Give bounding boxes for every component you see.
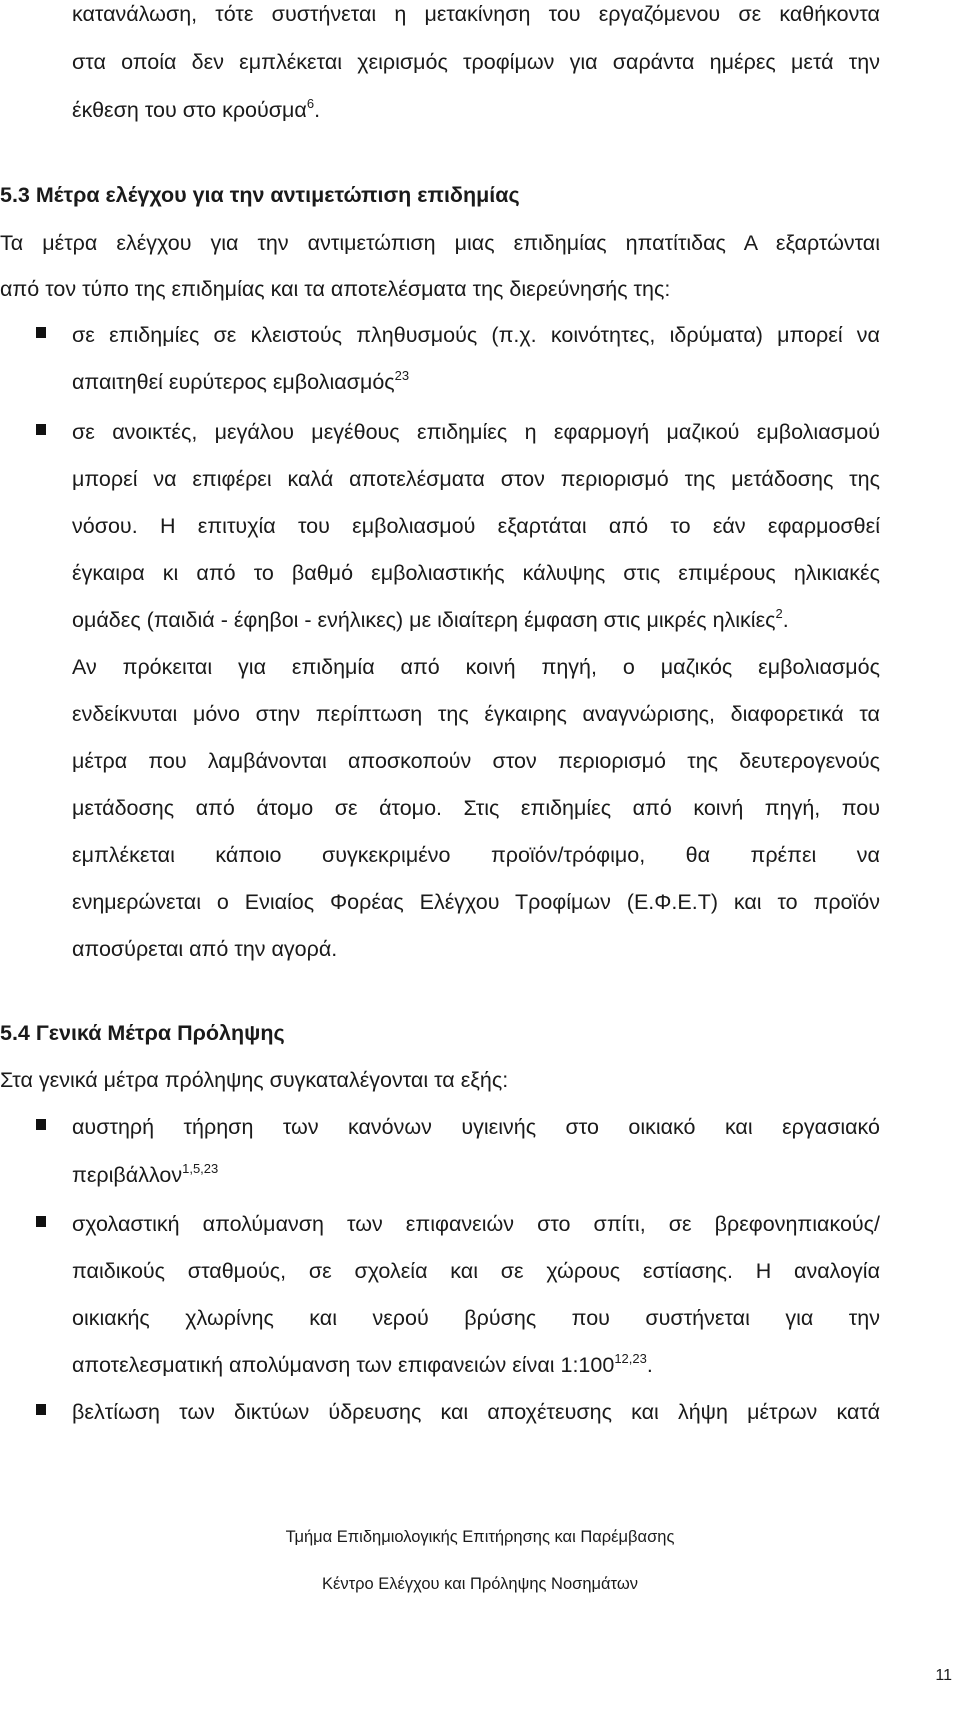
s54-bullet2-line-3: οικιακής χλωρίνης και νερού βρύσης που συστήνεται για την <box>72 1306 880 1330</box>
s53-bullet2-line-3: νόσου. Η επιτυχία του εμβολιασμού εξαρτάται από το εάν εφαρμοσθεί <box>72 514 880 538</box>
s53-bullet1-line-2 <box>72 368 409 396</box>
citation-sup: 23 <box>394 368 410 383</box>
s54-bullet1-line-2 <box>72 1161 218 1189</box>
page-number: 11 <box>935 1667 952 1684</box>
s53-bullet2-line-7: ενδείκνυται μόνο στην περίπτωση της έγκαιρης αναγνώρισης, διαφορετικά τα <box>72 702 880 726</box>
s54-bullet3-line-1: βελτίωση των δικτύων ύδρευσης και αποχέτευσης και λήψη μέτρων κατά <box>72 1400 880 1424</box>
s54-bullet2-line-1: σχολαστική απολύμανση των επιφανειών στο σπίτι, σε βρεφονηπιακούς/ <box>72 1212 880 1236</box>
s54-bullet2-line-4 <box>72 1351 653 1379</box>
s53-bullet2-line-5-end: . <box>782 608 789 632</box>
s53-para-line-2: από τον τύπο της επιδημίας και τα αποτελέσματα της διερεύνησής της: <box>0 277 671 301</box>
intro-line-3 <box>72 96 320 124</box>
citation-sup: 12,23 <box>614 1351 647 1366</box>
intro-line-3-end: . <box>314 98 321 122</box>
s53-bullet2-line-11: ενημερώνεται ο Ενιαίος Φορέας Ελέγχου Τροφίμων (Ε.Φ.Ε.Τ) και το προϊόν <box>72 890 880 914</box>
footer-organization: Κέντρο Ελέγχου και Πρόληψης Νοσημάτων <box>322 1575 638 1593</box>
s54-bullet2-line-4-end: . <box>646 1353 653 1377</box>
citation-sup: 2 <box>775 606 783 621</box>
s53-para-line-1: Τα μέτρα ελέγχου για την αντιμετώπιση μιας επιδημίας ηπατίτιδας Α εξαρτώνται <box>0 231 880 255</box>
s54-bullet2-line-2: παιδικούς σταθμούς, σε σχολεία και σε χώρους εστίασης. Η αναλογία <box>72 1259 880 1283</box>
section-heading-5-4: 5.4 Γενικά Μέτρα Πρόληψης <box>0 1021 285 1045</box>
s53-bullet2-line-6: Αν πρόκειται για επιδημία από κοινή πηγή, ο μαζικός εμβολιασμός <box>72 655 880 679</box>
citation-sup: 1,5,23 <box>182 1161 219 1176</box>
bullet-square-icon <box>36 1404 46 1415</box>
s53-bullet2-line-1: σε ανοικτές, μεγάλου μεγέθους επιδημίες η εφαρμογή μαζικού εμβολιασμού <box>72 420 880 444</box>
s53-bullet2-line-10: εμπλέκεται κάποιο συγκεκριμένο προϊόν/τρόφιμο, θα πρέπει να <box>72 843 880 867</box>
section-heading-5-3: 5.3 Μέτρα ελέγχου για την αντιμετώπιση επιδημίας <box>0 183 520 207</box>
intro-line-2: στα οποία δεν εμπλέκεται χειρισμός τροφίμων για σαράντα ημέρες μετά την <box>72 50 880 74</box>
s54-bullet2-line-4-text: αποτελεσματική απολύμανση των επιφανειών είναι 1:100 <box>72 1353 615 1377</box>
s53-bullet1-line-1: σε επιδημίες σε κλειστούς πληθυσμούς (π.χ. κοινότητες, ιδρύματα) μπορεί να <box>72 323 880 347</box>
s54-bullet1-line-1: αυστηρή τήρηση των κανόνων υγιεινής στο οικιακό και εργασιακό <box>72 1115 880 1139</box>
s54-bullet1-line-2-text: περιβάλλον <box>72 1163 183 1187</box>
s53-bullet2-line-5 <box>72 606 789 634</box>
s53-bullet1-line-2-text: απαιτηθεί ευρύτερος εμβολιασμός <box>72 370 395 394</box>
bullet-square-icon <box>36 1216 46 1227</box>
s53-bullet2-line-4: έγκαιρα κι από το βαθμό εμβολιαστικής κάλυψης στις επιμέρους ηλικιακές <box>72 561 880 585</box>
bullet-square-icon <box>36 327 46 338</box>
s53-bullet2-line-5-text: ομάδες (παιδιά - έφηβοι - ενήλικες) με ιδιαίτερη έμφαση στις μικρές ηλικίες <box>72 608 776 632</box>
s53-bullet2-line-12: αποσύρεται από την αγορά. <box>72 937 338 961</box>
intro-line-3-text: έκθεση του στο κρούσμα <box>72 98 307 122</box>
s53-bullet2-line-8: μέτρα που λαμβάνονται αποσκοπούν στον περιορισμό της δευτερογενούς <box>72 749 880 773</box>
bullet-square-icon <box>36 424 46 435</box>
intro-line-1: κατανάλωση, τότε συστήνεται η μετακίνηση του εργαζόμενου σε καθήκοντα <box>72 2 880 26</box>
s53-bullet2-line-2: μπορεί να επιφέρει καλά αποτελέσματα στον περιορισμό της μετάδοσης της <box>72 467 880 491</box>
footer-department: Τμήμα Επιδημιολογικής Επιτήρησης και Παρέμβασης <box>285 1528 675 1546</box>
s54-para-line-1: Στα γενικά μέτρα πρόληψης συγκαταλέγονται τα εξής: <box>0 1068 509 1092</box>
citation-sup: 6 <box>306 96 315 111</box>
bullet-square-icon <box>36 1119 46 1130</box>
s53-bullet2-line-9: μετάδοσης από άτομο σε άτομο. Στις επιδημίες από κοινή πηγή, που <box>72 796 880 820</box>
